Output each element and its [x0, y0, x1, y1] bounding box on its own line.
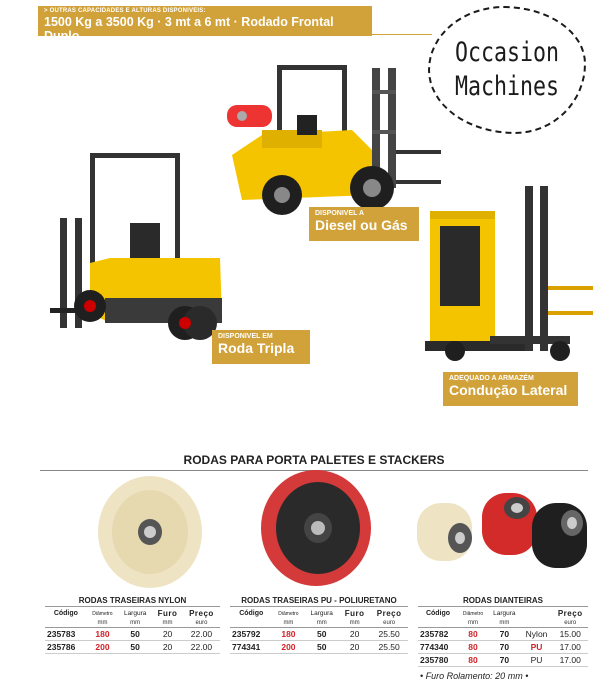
cell-width: 50 — [304, 628, 339, 641]
cell-price: 22.00 — [183, 628, 220, 641]
col-material — [521, 608, 553, 619]
cell-code: 774340 — [418, 641, 458, 654]
cell-hole: 20 — [339, 641, 370, 654]
nylon-wheel-image — [88, 472, 208, 590]
table-pu-title: RODAS TRASEIRAS PU - POLIURETANO — [230, 596, 408, 607]
col-price: Preço — [376, 609, 402, 618]
cell-code: 235786 — [45, 641, 87, 654]
cell-diam: 200 — [273, 641, 305, 654]
table-row — [230, 628, 408, 641]
banner-rule — [372, 34, 432, 35]
table-nylon — [45, 608, 220, 654]
col-code: Código — [53, 610, 78, 617]
col-code: Código — [425, 610, 451, 617]
logo — [428, 6, 586, 134]
table-front-title: RODAS DIANTEIRAS — [418, 596, 588, 607]
cell-price: 17.00 — [552, 641, 588, 654]
cell-hole: 20 — [152, 628, 183, 641]
cell-price: 22.00 — [183, 641, 220, 654]
cell-material: PU — [521, 641, 553, 654]
unit: mm — [458, 619, 488, 628]
unit: mm — [273, 619, 305, 628]
unit: mm — [488, 619, 521, 628]
cell-price: 17.00 — [552, 654, 588, 667]
callout-tripla-small: DISPONIVEL EM — [218, 333, 273, 340]
table-row — [418, 654, 588, 667]
unit — [45, 619, 87, 628]
cell-code: 235780 — [418, 654, 458, 667]
pu-wheel-image — [258, 468, 373, 590]
col-price: Preço — [557, 609, 583, 618]
unit — [521, 619, 553, 628]
unit: mm — [339, 619, 370, 628]
footnote: • Furo Rolamento: 20 mm • — [420, 671, 529, 681]
cell-width: 50 — [118, 641, 152, 654]
table-row — [418, 641, 588, 654]
unit: mm — [118, 619, 152, 628]
forklift-diesel-image — [222, 60, 447, 220]
cell-hole: 20 — [339, 628, 370, 641]
col-hole: Furo — [157, 609, 178, 618]
table-nylon-title: RODAS TRASEIRAS NYLON — [45, 596, 220, 607]
cell-hole: 20 — [152, 641, 183, 654]
table-row — [230, 641, 408, 654]
callout-diesel-small: DISPONIVEL A — [315, 210, 365, 217]
col-code: Código — [239, 610, 264, 617]
cell-width: 50 — [118, 628, 152, 641]
cell-code: 774341 — [230, 641, 273, 654]
cell-width: 70 — [488, 641, 521, 654]
banner-big-text: 1500 Kg a 3500 Kg · 3 mt a 6 mt · Rodado Frontal Duplo — [44, 15, 334, 43]
forklift-reach-image — [420, 186, 595, 366]
cell-code: 235782 — [418, 628, 458, 641]
logo-line-2: Machines — [454, 71, 560, 102]
col-width: Largura — [123, 610, 147, 617]
table-pu — [230, 608, 408, 654]
cell-diam: 200 — [87, 641, 118, 654]
cell-material: PU — [521, 654, 553, 667]
callout-roda-tripla — [212, 330, 310, 364]
col-price: Preço — [189, 609, 214, 618]
cell-width: 50 — [304, 641, 339, 654]
unit: euro — [370, 619, 408, 628]
unit — [230, 619, 273, 628]
callout-diesel-big: Diesel ou Gás — [315, 217, 408, 233]
callout-conducao-lateral — [443, 372, 578, 406]
callout-tripla-big: Roda Tripla — [218, 340, 295, 356]
section-title: RODAS PARA PORTA PALETES E STACKERS — [183, 453, 445, 467]
cell-diam: 180 — [87, 628, 118, 641]
unit: euro — [183, 619, 220, 628]
col-diam: Diâmetro — [462, 610, 484, 617]
unit: mm — [87, 619, 118, 628]
callout-lateral-small: ADEQUADO A ARMAZÉM — [449, 375, 534, 382]
col-hole: Furo — [344, 609, 365, 618]
forklift-electric-image — [50, 148, 230, 343]
callout-lateral-big: Condução Lateral — [449, 382, 568, 398]
cell-code: 235783 — [45, 628, 87, 641]
unit: mm — [152, 619, 183, 628]
cell-width: 70 — [488, 628, 521, 641]
cell-width: 70 — [488, 654, 521, 667]
cell-diam: 80 — [458, 628, 488, 641]
logo-line-1: Occasion — [454, 37, 560, 68]
table-row — [45, 628, 220, 641]
cell-diam: 180 — [273, 628, 305, 641]
cell-price: 15.00 — [552, 628, 588, 641]
table-row — [418, 628, 588, 641]
cell-diam: 80 — [458, 641, 488, 654]
cell-price: 25.50 — [370, 641, 408, 654]
table-front — [418, 608, 588, 667]
top-banner — [38, 6, 372, 43]
col-width: Largura — [493, 610, 516, 617]
front-wheels-image — [412, 488, 592, 580]
cell-material: Nylon — [521, 628, 553, 641]
cell-diam: 80 — [458, 654, 488, 667]
cell-price: 25.50 — [370, 628, 408, 641]
col-diam: Diâmetro — [92, 610, 113, 617]
table-row — [45, 641, 220, 654]
unit — [418, 619, 458, 628]
col-width: Largura — [310, 610, 333, 617]
col-diam: Diâmetro — [278, 610, 299, 617]
cell-code: 235792 — [230, 628, 273, 641]
callout-diesel-gas — [309, 207, 419, 241]
banner-small-text: > OUTRAS CAPACIDADES E ALTURAS DISPONIVEIS: — [44, 8, 206, 14]
unit: mm — [304, 619, 339, 628]
unit: euro — [552, 619, 588, 628]
